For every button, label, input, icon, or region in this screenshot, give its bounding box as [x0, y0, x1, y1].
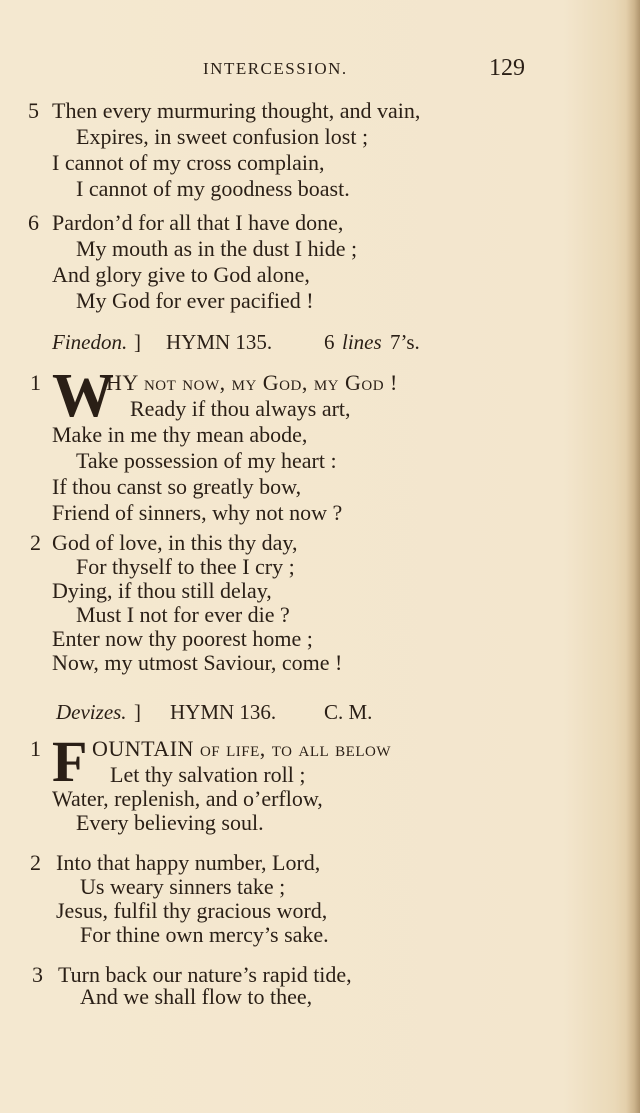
verse-line: Pardon’d for all that I have done, — [52, 210, 344, 235]
meter-label: lines — [342, 330, 382, 354]
drop-cap: W — [52, 362, 114, 430]
stanza-number: 1 — [30, 370, 41, 395]
verse-line: Turn back our nature’s rapid tide, — [58, 962, 352, 987]
bracket: ] — [134, 330, 141, 354]
verse-line: My God for ever pacified ! — [76, 288, 314, 313]
tune-name: Devizes. — [56, 700, 127, 724]
stanza-number: 3 — [32, 962, 43, 987]
verse-line: God of love, in this thy day, — [52, 530, 298, 555]
verse-line: Dying, if thou still delay, — [52, 578, 272, 603]
stanza-number: 5 — [28, 98, 39, 123]
bracket: ] — [134, 700, 141, 724]
running-head: INTERCESSION. — [203, 59, 348, 78]
meter-number: 6 — [324, 330, 335, 354]
stanza-number: 1 — [30, 736, 41, 761]
page-edge-shadow — [626, 0, 640, 1113]
verse-line: For thine own mercy’s sake. — [80, 922, 329, 947]
verse-line: Make in me thy mean abode, — [52, 422, 308, 447]
verse-line: Expires, in sweet confusion lost ; — [76, 124, 369, 149]
verse-line-first: OUNTAIN of life, to all below — [92, 736, 391, 761]
verse-line: And glory give to God alone, — [52, 262, 310, 287]
meter: C. M. — [324, 700, 373, 724]
verse-line: Then every murmuring thought, and vain, — [52, 98, 421, 123]
verse-line: My mouth as in the dust I hide ; — [76, 236, 358, 261]
verse-line: Jesus, fulfil thy gracious word, — [56, 898, 328, 923]
stanza-number: 6 — [28, 210, 39, 235]
hymn-title: HYMN 136. — [170, 700, 277, 724]
verse-line: Take possession of my heart : — [76, 448, 337, 473]
hymn-136-heading — [52, 700, 612, 728]
verse-line: Into that happy number, Lord, — [56, 850, 321, 875]
verse-line: Friend of sinners, why not now ? — [52, 500, 343, 525]
meter-tail: 7’s. — [390, 330, 420, 354]
verse-line: For thyself to thee I cry ; — [76, 554, 295, 579]
verse-line: And we shall flow to thee, — [80, 984, 313, 1009]
verse-line: Every believing soul. — [76, 810, 264, 835]
drop-cap: F — [52, 729, 88, 794]
verse-line: Enter now thy poorest home ; — [52, 626, 313, 651]
verse-line: I cannot of my cross complain, — [52, 150, 325, 175]
hymn-135-heading — [52, 330, 612, 358]
verse-line: Water, replenish, and o’erflow, — [52, 786, 323, 811]
stanza-number: 2 — [30, 850, 41, 875]
hymn-title: HYMN 135. — [166, 330, 273, 354]
page-header — [0, 57, 640, 85]
page-number: 129 — [489, 55, 525, 81]
stanza-number: 2 — [30, 530, 41, 555]
verse-line: I cannot of my goodness boast. — [76, 176, 350, 201]
verse-line: Let thy salvation roll ; — [110, 762, 306, 787]
verse-line: Now, my utmost Saviour, come ! — [52, 650, 343, 675]
verse-line: Must I not for ever die ? — [76, 602, 290, 627]
verse-line: Ready if thou always art, — [130, 396, 351, 421]
verse-line: Us weary sinners take ; — [80, 874, 286, 899]
verse-line: If thou canst so greatly bow, — [52, 474, 302, 499]
verse-line-first: HY not now, my God, my God ! — [106, 370, 398, 395]
tune-name: Finedon. — [52, 330, 128, 354]
